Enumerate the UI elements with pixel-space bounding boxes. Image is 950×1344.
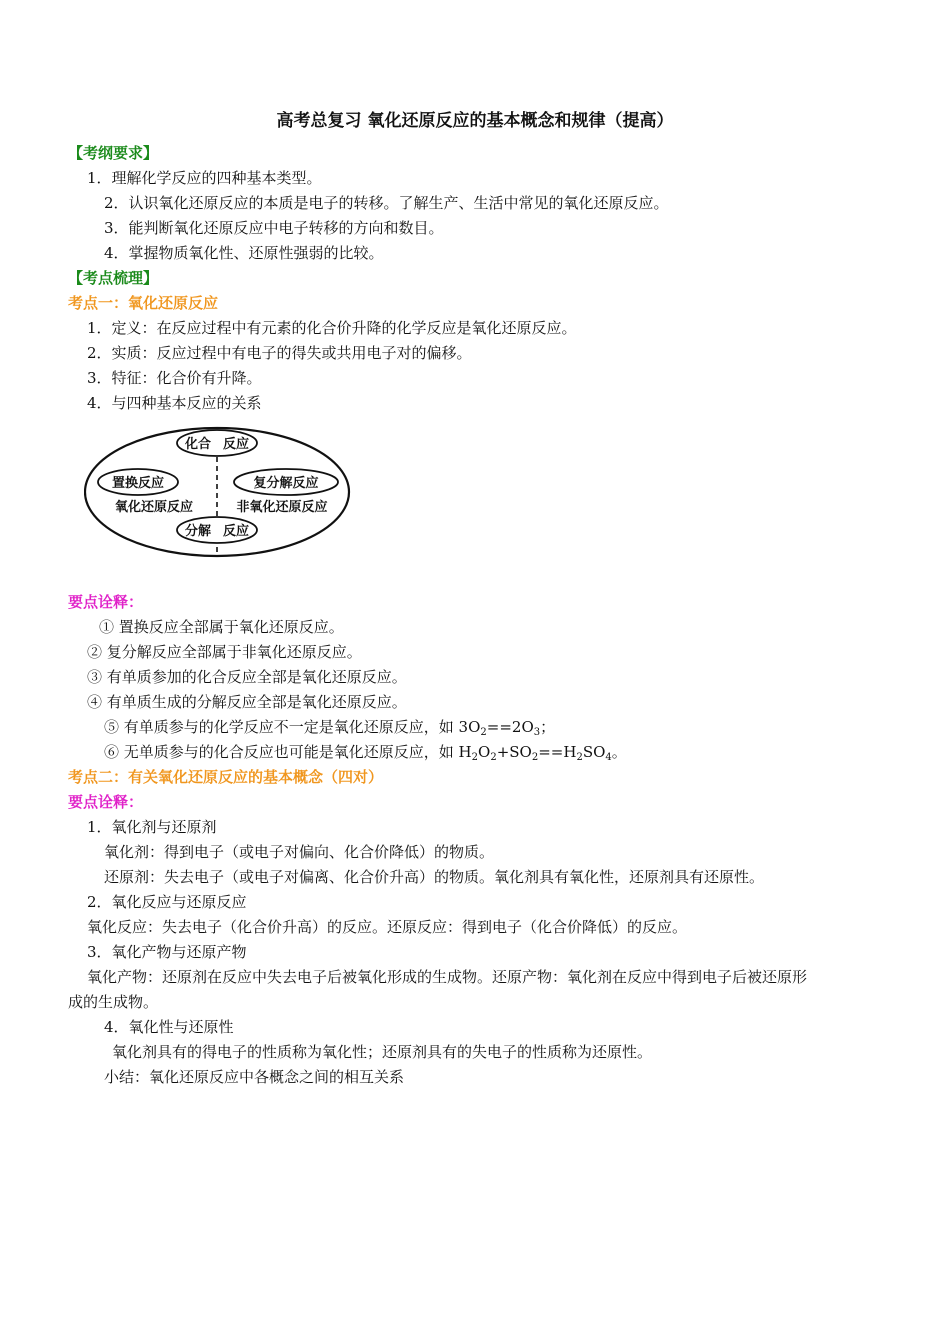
decomposition-label-1: 分解 xyxy=(184,524,212,539)
point2-summary: 小结：氧化还原反应中各概念之间的相互关系 xyxy=(104,1068,405,1086)
point2-notes-heading: 要点诠释： xyxy=(68,793,144,811)
notes1-item-2: ② 复分解反应全部属于非氧化还原反应。 xyxy=(87,643,362,661)
double-decomposition-label: 复分解反应 xyxy=(253,476,319,491)
point2-s4-text: 氧化剂具有的得电子的性质称为氧化性；还原剂具有的失电子的性质称为还原性。 xyxy=(112,1043,653,1061)
reaction-relationship-diagram xyxy=(84,420,356,560)
kaodian-shuli-heading: 【考点梳理】 xyxy=(68,269,159,287)
h2o2-equation: $H_2O_2+SO_2==H_2SO_4$。 xyxy=(458,743,627,763)
notes1-item-6 xyxy=(104,742,627,762)
notes1-item-3: ③ 有单质参加的化合反应全部是氧化还原反应。 xyxy=(87,668,407,686)
notes1-item-5-text: ⑤ 有单质参与的化学反应不一定是氧化还原反应，如 xyxy=(104,718,459,736)
kaogang-item-1: 1．理解化学反应的四种基本类型。 xyxy=(87,169,322,187)
point2-s3-text-2: 成的生成物。 xyxy=(68,993,159,1011)
kaogang-item-2: 2．认识氧化还原反应的本质是电子的转移。了解生产、生活中常见的氧化还原反应。 xyxy=(104,194,669,212)
point2-s4-title: 4．氧化性与还原性 xyxy=(104,1018,234,1036)
point2-s2-text: 氧化反应：失去电子（化合价升高）的反应。还原反应：得到电子（化合价降低）的反应。 xyxy=(87,918,688,936)
combination-label-2: 反应 xyxy=(222,437,250,452)
kaogang-item-4: 4．掌握物质氧化性、还原性强弱的比较。 xyxy=(104,244,384,262)
point2-s1-title: 1．氧化剂与还原剂 xyxy=(87,818,217,836)
ozone-equation: $3O_2==2O_3$； xyxy=(458,718,556,738)
notes1-item-1: ① 置换反应全部属于氧化还原反应。 xyxy=(99,618,344,636)
combination-label-1: 化合 xyxy=(184,437,212,452)
point2-s3-title: 3．氧化产物与还原产物 xyxy=(87,943,247,961)
decomposition-label-2: 反应 xyxy=(222,524,250,539)
displacement-label: 置换反应 xyxy=(111,476,165,491)
point1-item-3: 3．特征：化合价有升降。 xyxy=(87,369,262,387)
redox-label: 氧化还原反应 xyxy=(114,500,194,515)
point2-heading: 考点二：有关氧化还原反应的基本概念（四对） xyxy=(68,768,384,786)
notes1-item-6-text: ⑥ 无单质参与的化合反应也可能是氧化还原反应，如 xyxy=(104,743,459,761)
kaogang-heading: 【考纲要求】 xyxy=(68,144,159,162)
point2-s1-oxidant: 氧化剂：得到电子（或电子对偏向、化合价降低）的物质。 xyxy=(104,843,495,861)
point2-s2-title: 2．氧化反应与还原反应 xyxy=(87,893,247,911)
point2-s1-reductant: 还原剂：失去电子（或电子对偏离、化合价升高）的物质。氧化剂具有氧化性，还原剂具有还原性。 xyxy=(104,868,765,886)
point1-item-4: 4．与四种基本反应的关系 xyxy=(87,394,262,412)
notes1-item-4: ④ 有单质生成的分解反应全部是氧化还原反应。 xyxy=(87,693,407,711)
point1-item-1: 1．定义：在反应过程中有元素的化合价升降的化学反应是氧化还原反应。 xyxy=(87,319,577,337)
page-title: 高考总复习 氧化还原反应的基本概念和规律（提高） xyxy=(276,111,674,131)
notes1-heading: 要点诠释： xyxy=(68,593,144,611)
non-redox-label: 非氧化还原反应 xyxy=(236,500,328,515)
point1-item-2: 2．实质：反应过程中有电子的得失或共用电子对的偏移。 xyxy=(87,344,472,362)
kaogang-item-3: 3．能判断氧化还原反应中电子转移的方向和数目。 xyxy=(104,219,444,237)
point2-s3-text-1: 氧化产物：还原剂在反应中失去电子后被氧化形成的生成物。还原产物：氧化剂在反应中得到电子后被还原形 xyxy=(87,968,808,986)
notes1-item-5 xyxy=(104,717,555,737)
point1-heading: 考点一：氧化还原反应 xyxy=(68,294,219,312)
